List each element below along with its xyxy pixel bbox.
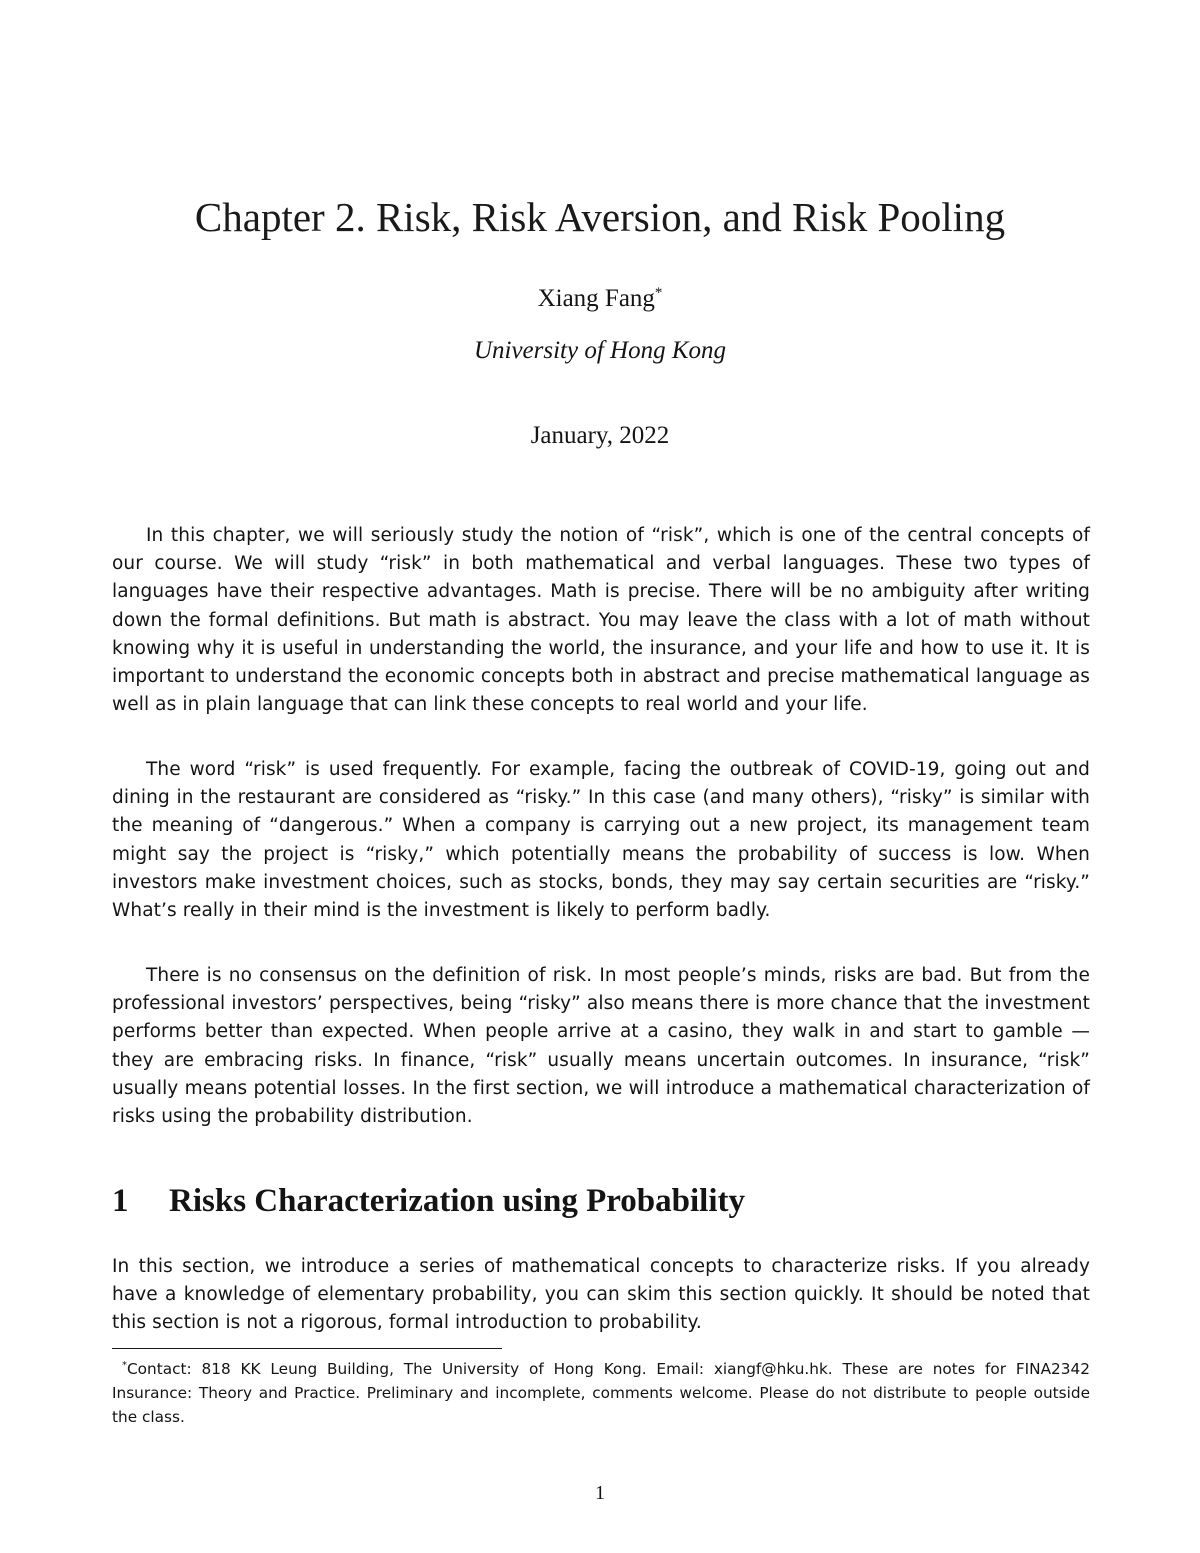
- author-name: Xiang Fang: [537, 285, 655, 312]
- author-footnote-mark[interactable]: *: [654, 285, 663, 301]
- footnote: [112, 1354, 1090, 1429]
- footnote-text: Contact: 818 KK Leung Building, The University of Hong Kong. Email: xiangf@hku.hk. These are notes for FINA2342 Insurance: Theory and Practice. Preliminary and incomplete, comments welcome. Please do not distribute to people outside the class.: [112, 1360, 1090, 1426]
- section-number: 1: [112, 1183, 129, 1219]
- footnote-mark: *: [122, 1360, 127, 1371]
- intro-paragraph-2: The word “risk” is used frequently. For example, facing the outbreak of COVID-19, going out and dining in the restaurant are considered as “risky.” In this case (and many others), “risky” is similar with the meaning of “dangerous.” When a company is carrying out a new project, its management team might say the project is “risky,” which potentially means the probability of success is low. When investors make investment choices, such as stocks, bonds, they may say certain securities are “risky.” What’s really in their mind is the investment is likely to perform badly.: [112, 759, 1090, 922]
- intro-paragraph-1: In this chapter, we will seriously study the notion of “risk”, which is one of the central concepts of our course. We will study “risk” in both mathematical and verbal languages. These two types of languages have their respective advantages. Math is precise. There will be no ambiguity after writing down the formal definitions. But math is abstract. You may leave the class with a lot of math without knowing why it is useful in understanding the world, the insurance, and your life and how to use it. It is important to understand the economic concepts both in abstract and precise mathematical language as well as in plain language that can link these concepts to real world and your life.: [112, 525, 1090, 716]
- section-title: Risks Characterization using Probability: [169, 1183, 746, 1219]
- section-heading: [112, 1179, 1090, 1223]
- author-line: [0, 277, 1200, 315]
- intro-paragraph-3: There is no consensus on the definition of risk. In most people’s minds, risks are bad. But from the professional investors’ perspectives, being “risky” also means there is more chance that the investment performs better than expected. When people arrive at a casino, they walk in and start to gamble — they are embracing risks. In finance, “risk” usually means uncertain outcomes. In insurance, “risk” usually means potential losses. In the first section, we will introduce a mathematical characterization of risks using the probability distribution.: [112, 965, 1090, 1128]
- page-number: 1: [595, 1482, 605, 1504]
- publication-date: January, 2022: [530, 422, 670, 449]
- chapter-title: Chapter 2. Risk, Risk Aversion, and Risk Pooling: [194, 194, 1006, 240]
- affiliation: University of Hong Kong: [473, 337, 727, 364]
- footnote-divider: [112, 1348, 502, 1349]
- section-paragraph: In this section, we introduce a series of mathematical concepts to characterize risks. If you already have a knowledge of elementary probability, you can skim this section quickly. It should be noted that this section is not a rigorous, formal introduction to probability.: [112, 1256, 1090, 1334]
